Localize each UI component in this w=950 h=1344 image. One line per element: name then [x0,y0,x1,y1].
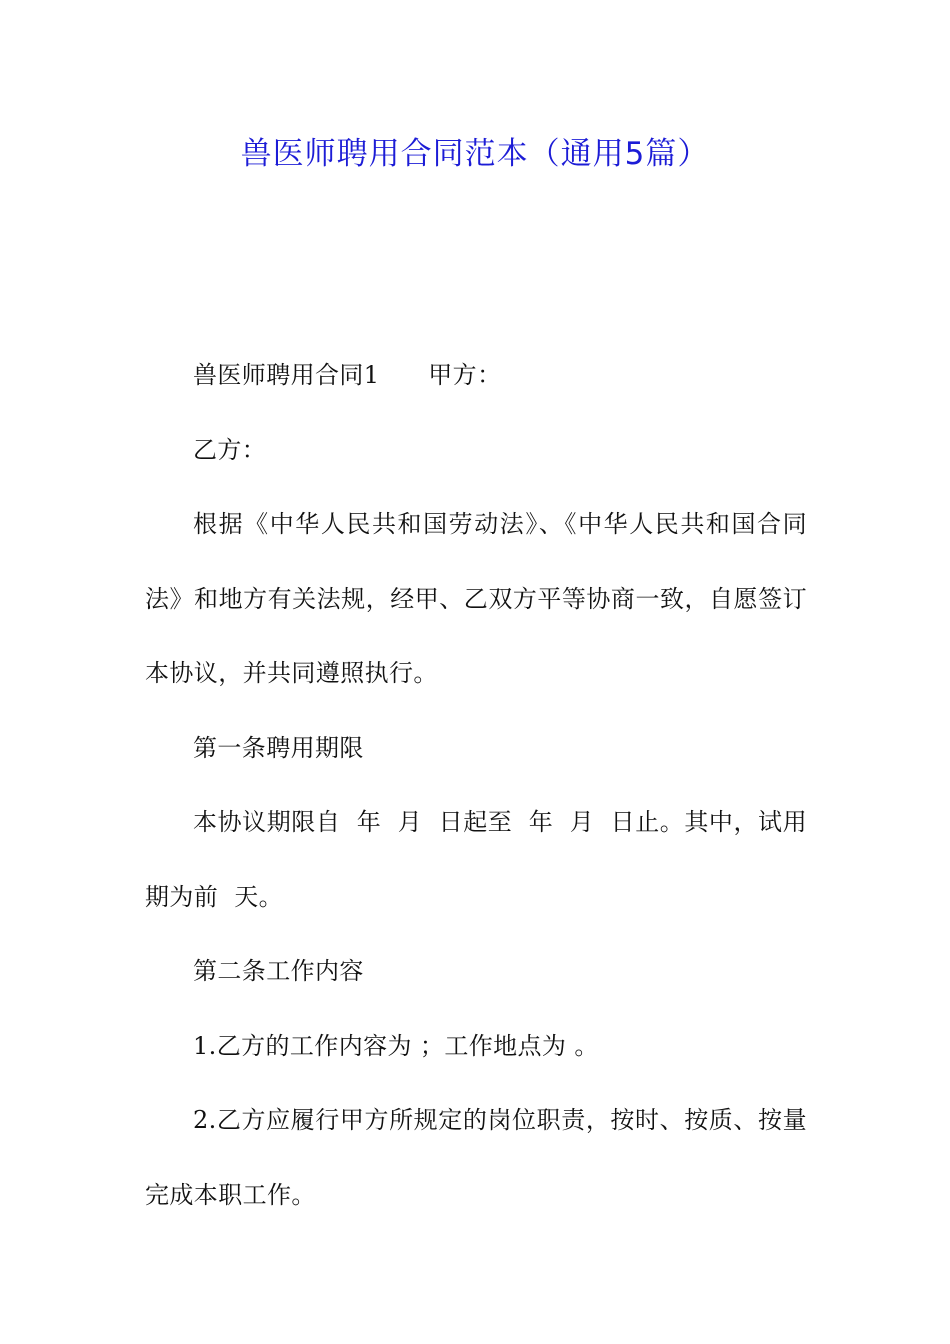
paragraph-contract-heading: 兽医师聘用合同1 甲方： [193,361,502,389]
document-title: 兽医师聘用合同范本（通用5篇） [240,136,710,172]
paragraph-article-2-title: 第二条工作内容 [193,957,364,985]
paragraph-legal-basis: 根据《中华人民共和国劳动法》、《中华人民共和国合同法》和地方有关法规，经甲、乙双方平等协商一致，自愿签订本协议，并共同遵照执行。 [145,510,807,687]
paragraph-article-1-term: 本协议期限自 年 月 日起至 年 月 日止。其中，试用期为前 天。 [145,808,807,911]
paragraph-article-2-item-1: 1.乙方的工作内容为 ；工作地点为 。 [193,1031,599,1060]
paragraph-article-1-title: 第一条聘用期限 [193,733,364,762]
paragraph-party-b: 乙方： [193,435,267,464]
paragraph-article-2-item-2: 2.乙方应履行甲方所规定的岗位职责，按时、按质、按量完成本职工作。 [145,1106,807,1209]
document-body [145,338,807,1232]
